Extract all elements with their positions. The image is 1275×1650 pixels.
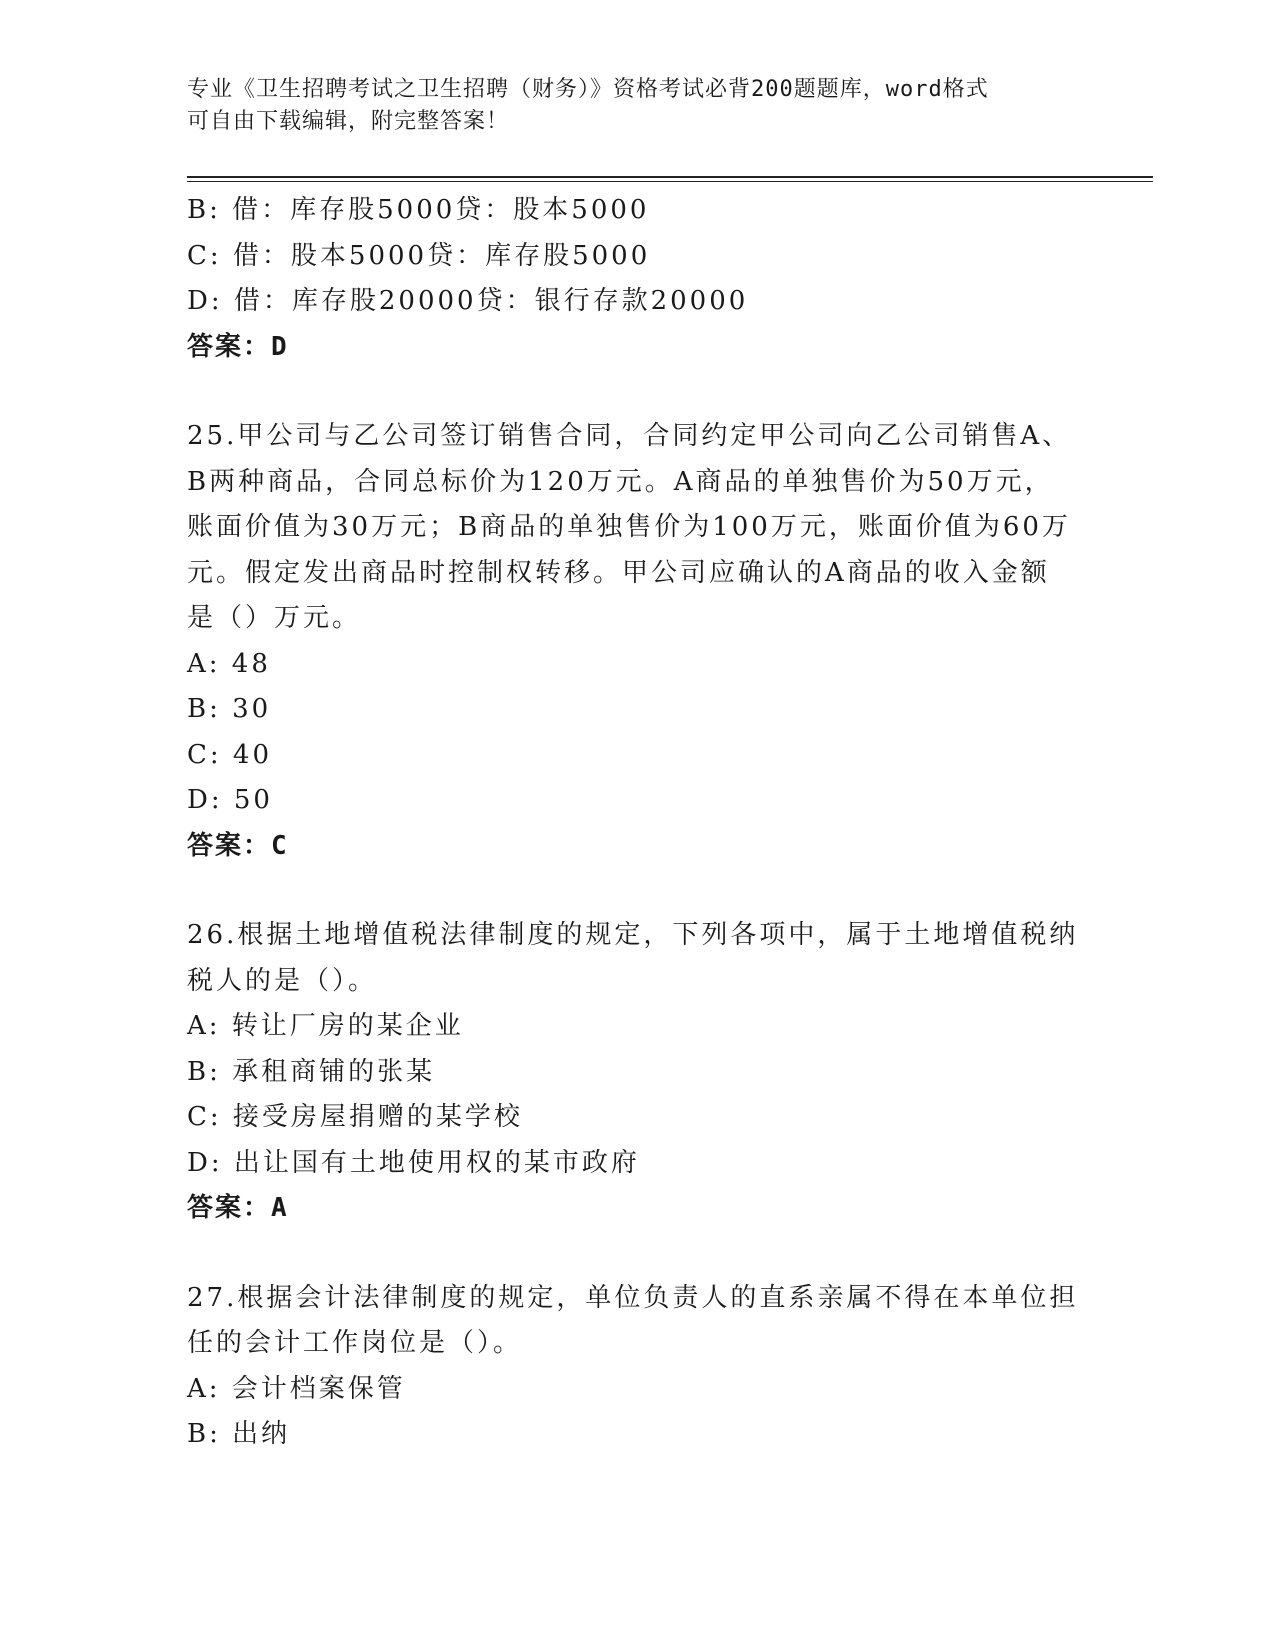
q25-text-line-4: 元。假定发出商品时控制权转移。甲公司应确认的A商品的收入金额 [187,557,1050,588]
question-spacer [187,869,1087,913]
question-spacer [187,1232,1087,1276]
q25-option-a: A: 48 [187,648,271,679]
q24-option-b: B: 借：库存股5000贷：股本5000 [187,195,650,225]
q25-option-d: D: 50 [187,785,273,815]
question-24 [187,188,1087,370]
q25-text-line-5: 是（）万元。 [187,603,362,633]
q25-text-line-1: 25.甲公司与乙公司签订销售合同，合同约定甲公司向乙公司销售A、 [187,421,1072,451]
q25-answer: 答案：C [187,830,289,861]
document-header [187,74,1087,138]
q25-option-b: B: 30 [187,694,272,724]
q24-option-c: C: 借：股本5000贷：库存股5000 [187,240,651,271]
q26-option-d: D: 出让国有土地使用权的某市政府 [187,1147,640,1178]
q26-text-line-1: 26.根据土地增值税法律制度的规定，下列各项中，属于土地增值税纳 [187,920,1079,950]
header-divider-thin [187,181,1153,182]
q26-option-c: C: 接受房屋捐赠的某学校 [187,1102,523,1132]
header-title-line-1: 专业《卫生招聘考试之卫生招聘（财务）》资格考试必背200题题库，word格式 [187,77,989,102]
question-spacer [187,370,1087,414]
q26-option-a: A: 转让厂房的某企业 [187,1011,464,1041]
q24-option-d: D: 借：库存股20000贷：银行存款20000 [187,286,749,316]
header-title-line-2: 可自由下载编辑，附完整答案！ [187,109,510,134]
header-divider-thick [187,176,1153,178]
q25-text-line-3: 账面价值为30万元；B商品的单独售价为100万元，账面价值为60万 [187,512,1071,542]
question-27 [187,1276,1087,1458]
q26-answer: 答案：A [187,1193,289,1223]
q27-option-b: B: 出纳 [187,1419,291,1449]
q27-text-line-2: 任的会计工作岗位是（）。 [187,1328,523,1358]
question-list [187,188,1087,1458]
q25-option-c: C: 40 [187,739,273,770]
q25-text-line-2: B两种商品，合同总标价为120万元。A商品的单独售价为50万元， [187,466,1054,497]
question-26 [187,913,1087,1232]
q26-text-line-2: 税人的是（）。 [187,965,378,996]
q24-answer: 答案：D [187,331,289,362]
q26-option-b: B: 承租商铺的张某 [187,1056,436,1087]
q27-option-a: A: 会计档案保管 [187,1373,406,1404]
question-25 [187,414,1087,869]
q27-text-line-1: 27.根据会计法律制度的规定，单位负责人的直系亲属不得在本单位担 [187,1282,1079,1313]
